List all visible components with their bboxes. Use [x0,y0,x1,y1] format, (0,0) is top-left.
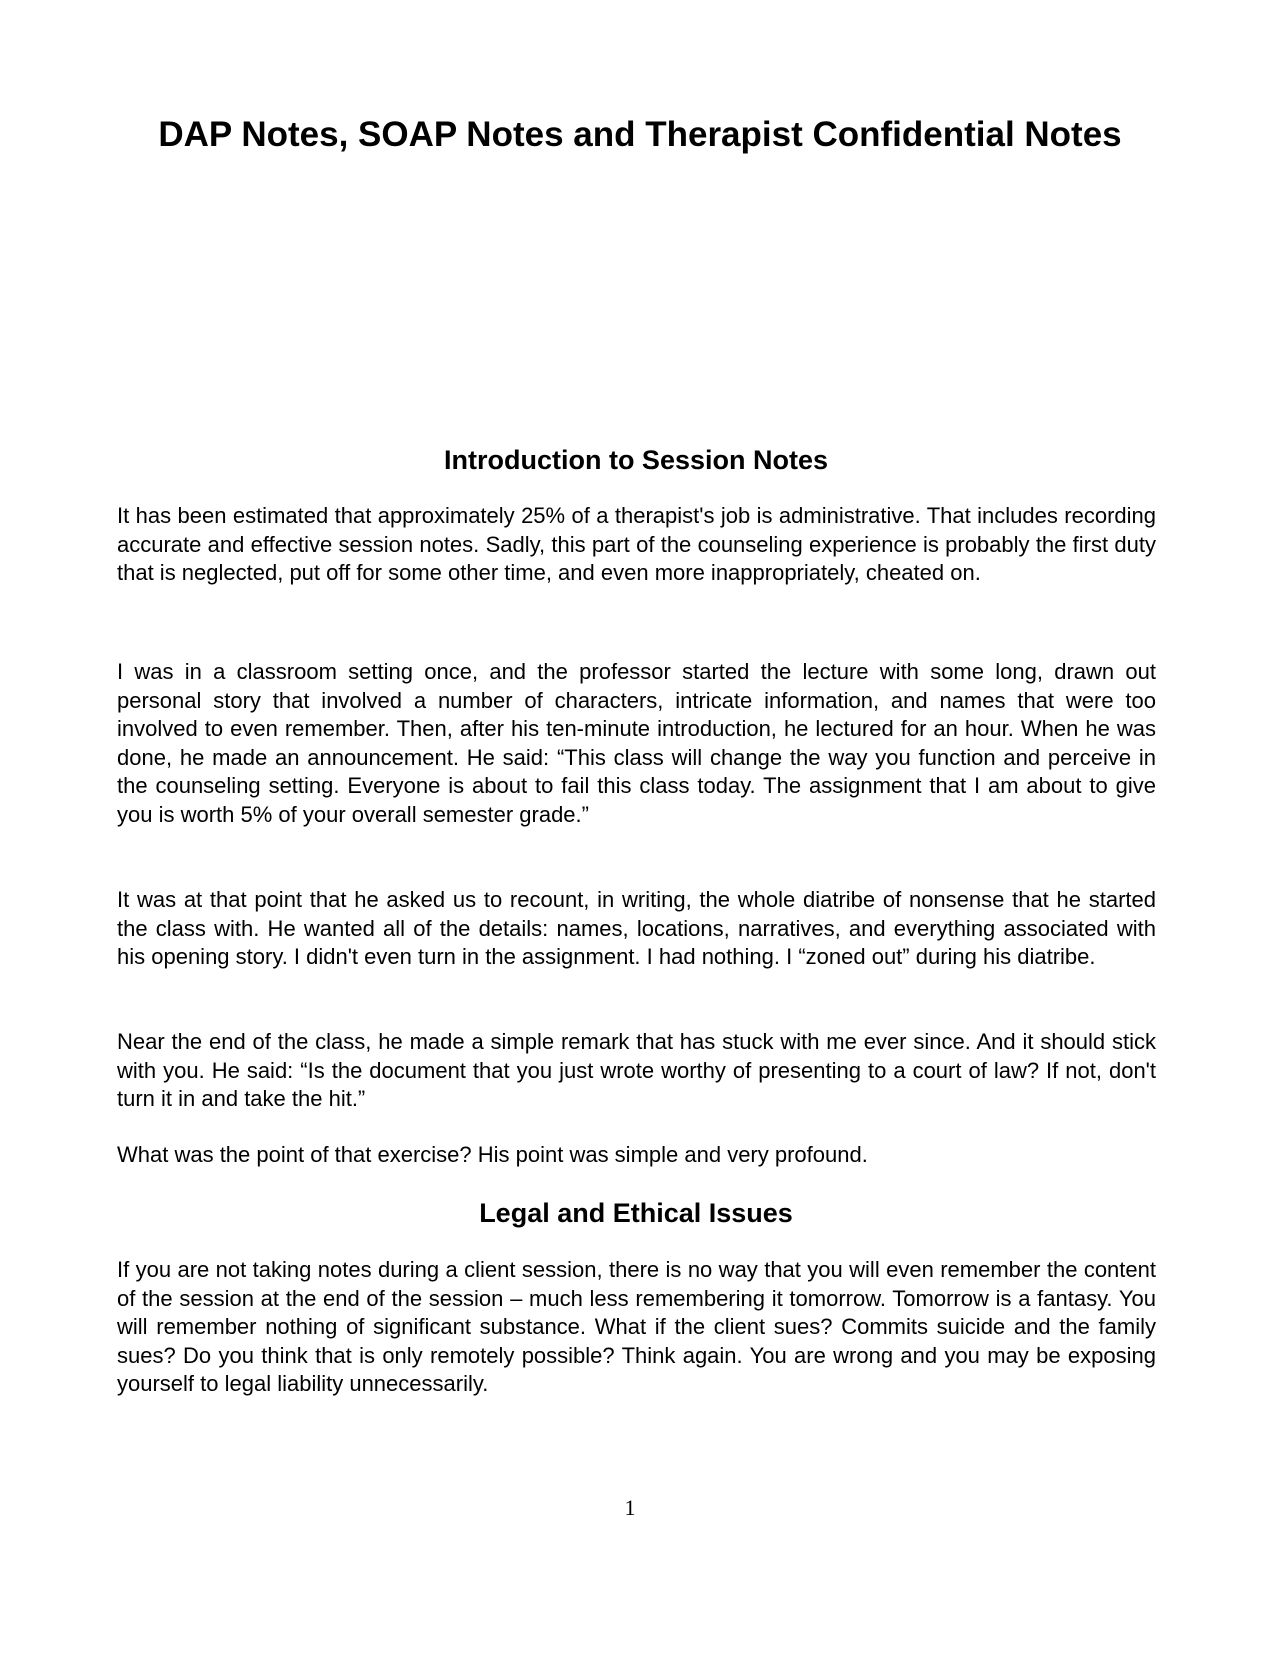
paragraph: I was in a classroom setting once, and the professor started the lecture with some long, drawn out personal story that involved a number of characters, intricate information, and names that were too involved to even remember. Then, after his ten-minute introduction, he lectured for an hour. When he was done, he made an announcement. He said: “This class will change the way you function and perceive in the counseling setting. Everyone is about to fail this class today. The assignment that I am about to give you is worth 5% of your overall semester grade.” [117,659,1156,827]
paragraph: If you are not taking notes during a client session, there is no way that you will even remember the content of the session at the end of the session – much less remembering it tomorrow. Tomorrow is a fantasy. You will remember nothing of significant substance. What if the client sues? Commits suicide and the family sues? Do you think that is only remotely possible? Think again. You are wrong and you may be exposing yourself to legal liability unnecessarily. [117,1257,1156,1397]
page-number: 1 [624,1495,636,1520]
paragraph: It has been estimated that approximately 25% of a therapist's job is administrative. That includes recording accurate and effective session notes. Sadly, this part of the counseling experience is probably the first duty that is neglected, put off for some other time, and even more inappropriately, cheated on. [117,503,1156,586]
section-heading-introduction: Introduction to Session Notes [443,445,828,475]
paragraph: Near the end of the class, he made a simple remark that has stuck with me ever since. And it should stick with you. He said: “Is the document that you just wrote worthy of presenting to a court of law? If not, don't turn it in and take the hit.” [117,1029,1156,1112]
page-title: DAP Notes, SOAP Notes and Therapist Confidential Notes [158,115,1122,154]
paragraph: What was the point of that exercise? His point was simple and very profound. [117,1142,868,1167]
section-heading-legal-ethical: Legal and Ethical Issues [479,1198,793,1228]
paragraph: It was at that point that he asked us to recount, in writing, the whole diatribe of nonsense that he started the class with. He wanted all of the details: names, locations, narratives, and everything associated with his opening story. I didn't even turn in the assignment. I had nothing. I “zoned out” during his diatribe. [117,887,1156,970]
